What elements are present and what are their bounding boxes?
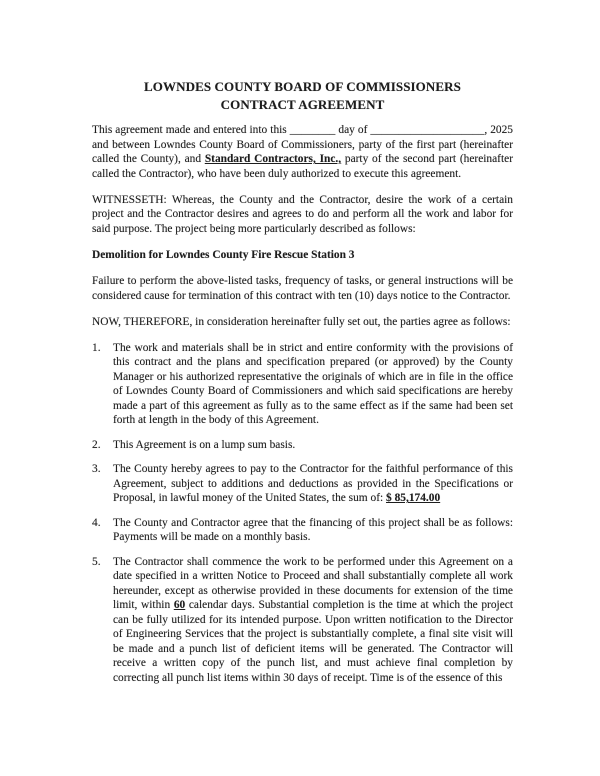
contract-clause-5 <box>92 555 513 686</box>
document-title-line-2: CONTRACT AGREEMENT <box>220 97 385 112</box>
now-therefore-paragraph: NOW, THEREFORE, in consideration hereinafter fully set out, the parties agree as follows: <box>92 315 511 328</box>
document-title <box>92 78 513 114</box>
clause-text: The work and materials shall be in strict and entire conformity with the provisions of this contract and the plans and specification prepared (or approved) by the County Manager or his authorized representative the originals of which are in file in the office of Lowndes County Board of Commissioners and which said specifications are hereby made a part of this agreement as fully as to the same effect as if the same had been set forth at length in the body of this Agreement. <box>113 341 513 426</box>
contract-clause-2 <box>92 438 513 453</box>
clause-number: 3. <box>92 463 101 475</box>
contract-clause-4 <box>92 516 513 545</box>
clause-text: The County and Contractor agree that the financing of this project shall be as follows: Payments will be made on a monthly basis. <box>113 516 513 543</box>
contract-clause-list <box>92 341 513 686</box>
contract-clause-1 <box>92 341 513 428</box>
contract-clause-3 <box>92 462 513 506</box>
intro-paragraph: This agreement made and entered into this ________ day of ____________________, 2025 and between Lowndes County Board of Commissioners, party of the first part (hereinafter called the County), and Standard Contractors, Inc., party of the second part (hereinafter called the Contractor), who have been duly authorized to execute this agreement. <box>92 124 513 180</box>
witnesseth-paragraph: WITNESSETH: Whereas, the County and the Contractor, desire the work of a certain project and the Contractor desires and agrees to do and perform all the work and labor for said purpose. The project being more particularly described as follows: <box>92 193 513 235</box>
clause-number: 4. <box>92 516 101 529</box>
failure-to-perform-paragraph: Failure to perform the above-listed tasks, frequency of tasks, or general instructions will be considered cause for termination of this contract with ten (10) days notice to the Contractor. <box>92 275 513 302</box>
document-title-line-1: LOWNDES COUNTY BOARD OF COMMISSIONERS <box>144 79 461 94</box>
project-description-heading: Demolition for Lowndes County Fire Rescue Station 3 <box>92 248 355 261</box>
clause-number: 2. <box>92 438 101 451</box>
clause-text: This Agreement is on a lump sum basis. <box>113 438 296 451</box>
clause-text: The Contractor shall commence the work to be performed under this Agreement on a date specified in a written Notice to Proceed and shall substantially complete all work hereunder, except as otherwise provided in these documents for extension of the time limit, within 60 calendar days. Substantial completion is the time at which the project can be fully utilized for its intended purpose. Upon written notification to the Director of Engineering Services that the project is substantially complete, a final site visit will be made and a punch list of deficient items will be generated. The Contractor will receive a written copy of the punch list, and must achieve final completion by correcting all punch list items within 30 days of receipt. Time is of the essence of this <box>113 555 513 684</box>
clause-number: 1. <box>92 341 101 354</box>
clause-text: The County hereby agrees to pay to the Contractor for the faithful performance of this Agreement, subject to additions and deductions as provided in the Specifications or Proposal, in lawful money of the United States, the sum of: $ 85,174.00 <box>113 463 513 504</box>
clause-number: 5. <box>92 555 101 568</box>
